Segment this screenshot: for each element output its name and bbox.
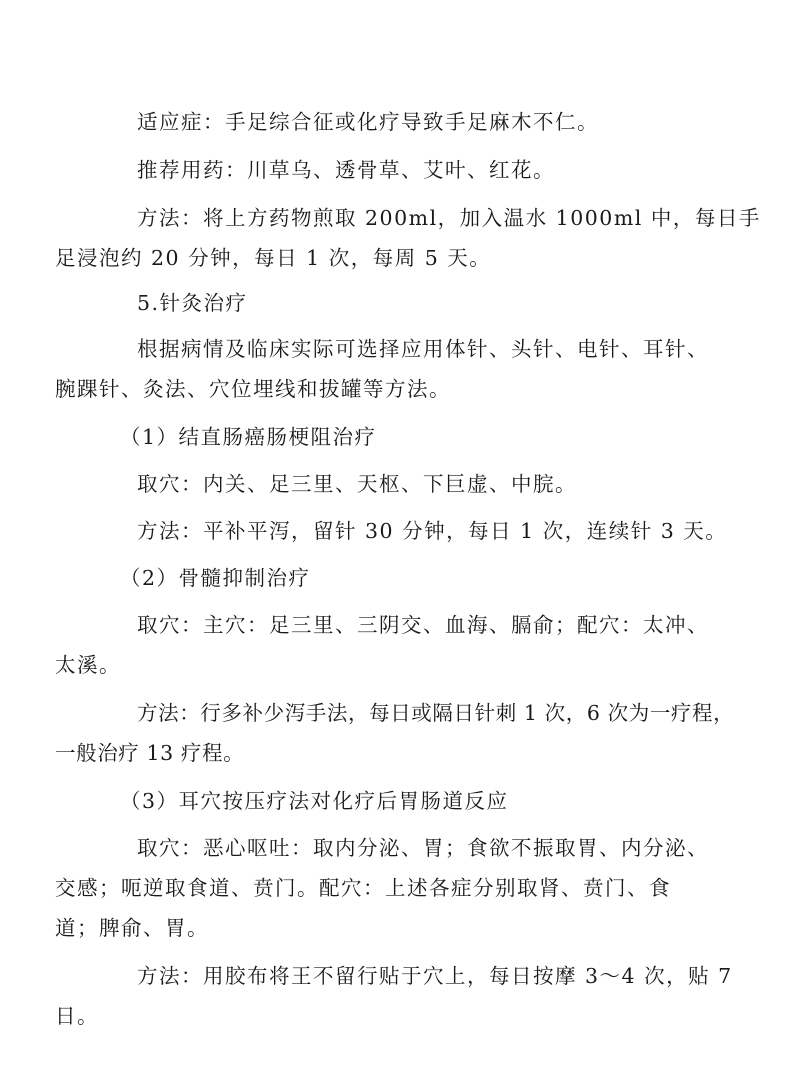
method-paragraph-2 — [55, 693, 735, 773]
acupoint-paragraph-3 — [55, 828, 709, 948]
text-line: 取穴：内关、足三里、天枢、下巨虚、中脘。 — [137, 472, 577, 496]
text-line: 腕踝针、灸法、穴位埋线和拔罐等方法。 — [55, 377, 451, 401]
acupoint-paragraph-2 — [55, 605, 709, 685]
text-line: 方法：平补平泻，留针 30 分钟，每日 1 次，连续针 3 天。 — [137, 519, 728, 543]
subheading-bowel-obstruction: （1）结直肠癌肠梗阻治疗 — [120, 425, 377, 449]
section-heading-acupuncture: 5.针灸治疗 — [137, 291, 248, 315]
text-line: 方法：行多补少泻手法，每日或隔日针刺 1 次，6 次为一疗程， — [137, 701, 735, 725]
text-line: 根据病情及临床实际可选择应用体针、头针、电针、耳针、 — [137, 337, 709, 361]
subheading-auricular: （3）耳穴按压疗法对化疗后胃肠道反应 — [120, 789, 509, 813]
text-line: 推荐用药：川草乌、透骨草、艾叶、红花。 — [137, 158, 555, 182]
text-line: 足浸泡约 20 分钟，每日 1 次，每周 5 天。 — [55, 246, 492, 270]
text-line: 方法：将上方药物煎取 200ml，加入温水 1000ml 中，每日手 — [137, 206, 761, 230]
method-paragraph-soak — [55, 198, 761, 278]
text-line: 取穴：恶心呕吐：取内分泌、胃；食欲不振取胃、内分泌、 — [137, 836, 709, 860]
method-paragraph-1 — [96, 511, 728, 551]
recommended-medicine-paragraph — [96, 150, 706, 190]
text-line: 道；脾俞、胃。 — [55, 916, 209, 940]
acupoint-paragraph-1 — [96, 464, 706, 504]
text-line: 一般治疗 13 疗程。 — [55, 741, 245, 765]
text-line: 方法：用胶布将王不留行贴于穴上，每日按摩 3～4 次，贴 7 — [137, 964, 733, 988]
document-body — [55, 102, 761, 1036]
text-line: 日。 — [55, 1004, 99, 1028]
text-line: 交感；呃逆取食道、贲门。配穴：上述各症分别取肾、贲门、食 — [55, 876, 671, 900]
text-line: 取穴：主穴：足三里、三阴交、血海、膈俞；配穴：太冲、 — [137, 613, 709, 637]
acupuncture-intro-paragraph — [55, 329, 709, 409]
text-line: 适应症：手足综合征或化疗导致手足麻木不仁。 — [137, 110, 599, 134]
text-line: 太溪。 — [55, 653, 121, 677]
subheading-bone-marrow: （2）骨髓抑制治疗 — [120, 566, 311, 590]
indication-paragraph — [96, 102, 706, 142]
method-paragraph-3 — [55, 956, 733, 1036]
